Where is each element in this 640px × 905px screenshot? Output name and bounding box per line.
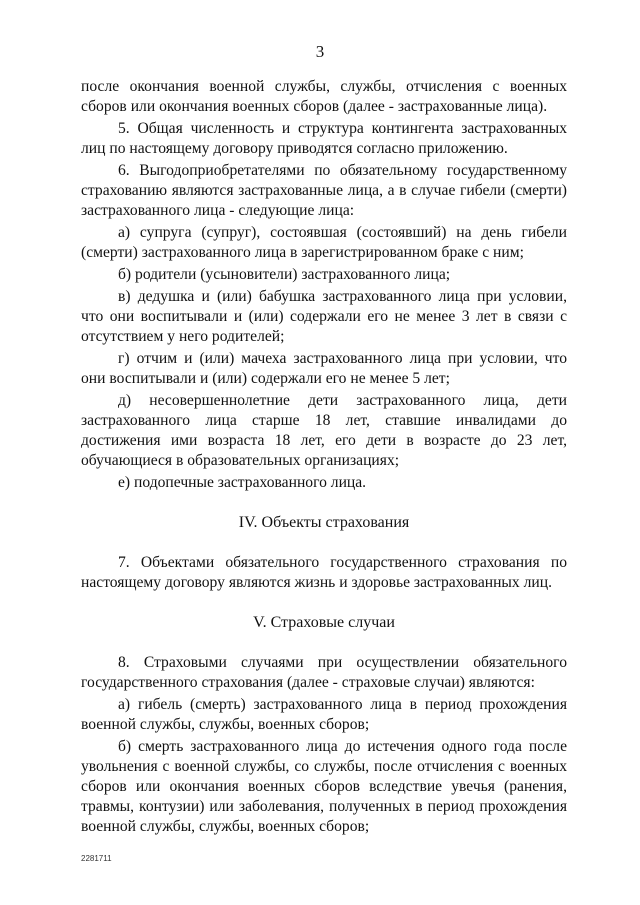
paragraph-item-5: 5. Общая численность и структура контингента застрахованных лиц по настоящему договору приводятся согласно приложению. [81, 120, 567, 157]
list-item-d: д) несовершеннолетние дети застрахованного лица, дети застрахованного лица старше 18 лет, ставшие инвалидами до достижения ими возраста 18 лет, его дети в возрасте до 23 лет, обучающиеся в образовательных организациях; [81, 392, 567, 469]
list-item-8a: а) гибель (смерть) застрахованного лица в период прохождения военной службы, службы, военных сборов; [81, 696, 567, 733]
document-code: 2281711 [81, 854, 112, 863]
list-item-8b: б) смерть застрахованного лица до истечения одного года после увольнения с военной службы, со службы, после отчисления с военных сборов или окончания военных сборов вследствие увечья (ранения, травмы, контузии) или заболевания, полученных в период прохождения военной службы, службы, военных сборов; [81, 738, 567, 835]
page-number: 3 [315, 42, 325, 61]
list-item-g: г) отчим и (или) мачеха застрахованного лица при условии, что они воспитывали и (или) содержали его не менее 5 лет; [81, 350, 567, 387]
section-heading-objects: IV. Объекты страхования [238, 514, 410, 531]
list-item-v: в) дедушка и (или) бабушка застрахованного лица при условии, что они воспитывали и (или) содержали его не менее 3 лет в связи с отсутствием у него родителей; [81, 288, 567, 345]
paragraph-item-6: 6. Выгодоприобретателями по обязательному государственному страхованию являются застрахованные лица, а в случае гибели (смерти) застрахованного лица - следующие лица: [81, 162, 567, 219]
paragraph-item-7: 7. Объектами обязательного государственного страхования по настоящему договору являются жизнь и здоровье застрахованных лиц. [81, 554, 567, 591]
paragraph-item-8: 8. Страховыми случаями при осуществлении обязательного государственного страхования (далее - страховые случаи) являются: [81, 654, 567, 691]
list-item-a: а) супруга (супруг), состоявшая (состоявший) на день гибели (смерти) застрахованного лица в зарегистрированном браке с ним; [81, 224, 567, 261]
paragraph-continuation: после окончания военной службы, службы, отчисления с военных сборов или окончания военных сборов (далее - застрахованные лица). [81, 78, 567, 115]
document-body [81, 77, 567, 837]
section-heading-insured-events: V. Страховые случаи [253, 614, 395, 631]
list-item-b: б) родители (усыновители) застрахованного лица; [118, 266, 451, 283]
list-item-e: е) подопечные застрахованного лица. [118, 474, 367, 491]
